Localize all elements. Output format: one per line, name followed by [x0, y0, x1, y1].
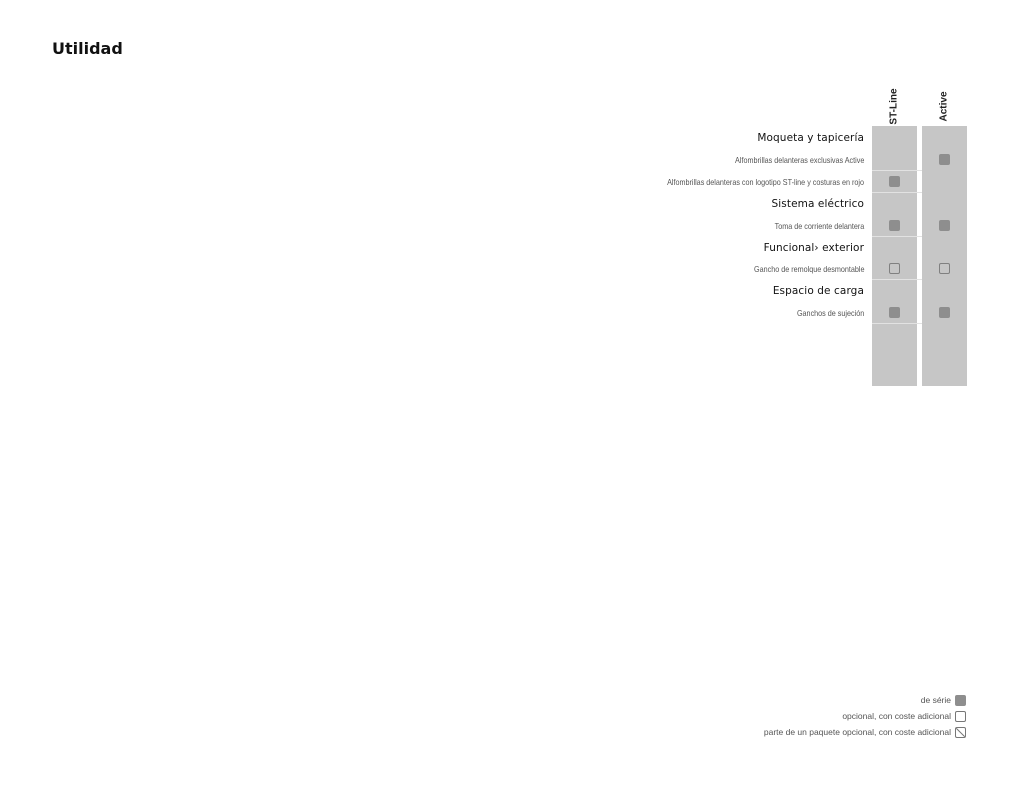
table-row	[52, 171, 968, 193]
row-divider	[872, 323, 922, 324]
section-heading-row	[52, 280, 968, 302]
legend-label: parte de un paquete opcional, con coste adicional	[763, 727, 951, 737]
standard-icon	[889, 307, 900, 318]
section-heading: Funcional› exterior	[763, 241, 864, 254]
column-header-active	[922, 86, 967, 126]
standard-icon	[955, 695, 966, 706]
section-heading: Moqueta y tapicería	[757, 132, 864, 144]
section-heading: Sistema eléctrico	[771, 197, 864, 210]
section-heading-row	[52, 237, 968, 259]
column-header-label: ST-Line	[889, 87, 900, 125]
legend-package	[764, 724, 966, 740]
legend-standard	[764, 692, 966, 708]
feature-label: Gancho de remolque desmontable	[753, 264, 864, 275]
optional-icon	[889, 263, 900, 274]
section-heading-row	[52, 127, 968, 149]
table-row	[52, 302, 968, 324]
legend-optional	[764, 708, 966, 724]
standard-icon	[889, 220, 900, 231]
optional-icon	[955, 711, 966, 722]
table-row	[52, 215, 968, 237]
column-header-label: Active	[938, 90, 950, 122]
package-icon	[955, 727, 966, 738]
section-heading-row	[52, 193, 968, 215]
feature-label: Alfombrillas delanteras con logotipo ST-line y costuras en rojo	[667, 176, 864, 187]
standard-icon	[939, 220, 950, 231]
feature-label: Toma de corriente delantera	[774, 220, 864, 231]
page-title: Utilidad	[52, 39, 123, 58]
feature-label: Ganchos de sujeción	[796, 308, 864, 319]
table-row	[52, 149, 968, 171]
section-heading: Espacio de carga	[772, 285, 864, 298]
legend-label: opcional, con coste adicional	[842, 711, 951, 721]
legend-label: de série	[920, 695, 951, 705]
column-header-st-line	[872, 86, 917, 126]
optional-icon	[939, 263, 950, 274]
standard-icon	[939, 154, 950, 165]
table-row	[52, 258, 968, 280]
feature-label: Alfombrillas delanteras exclusivas Active	[734, 154, 864, 165]
standard-icon	[889, 176, 900, 187]
legend	[764, 692, 966, 740]
standard-icon	[939, 307, 950, 318]
